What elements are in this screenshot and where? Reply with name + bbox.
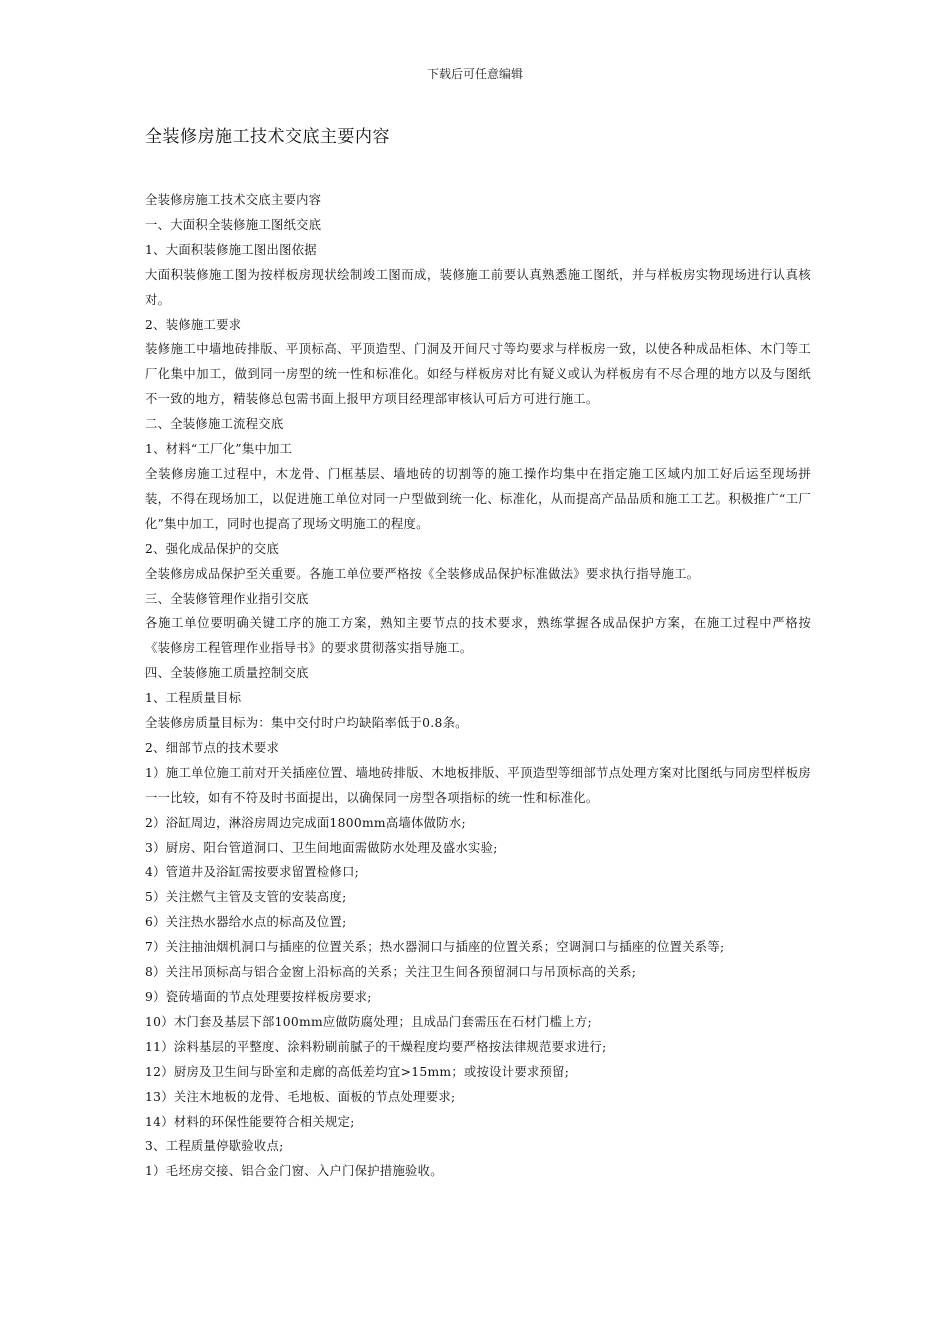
section-heading: 三、全装修管理作业指引交底 — [145, 591, 309, 606]
paragraph: 大面积装修施工图为按样板房现状绘制竣工图而成，装修施工前要认真熟悉施工图纸，并与样板房实物现场进行认真核对。 — [145, 267, 811, 307]
subsection-heading: 1、大面积装修施工图出图依据 — [145, 242, 317, 257]
list-item: 10）木门套及基层下部100mm应做防腐处理；且成品门套需压在石材门槛上方; — [145, 1014, 592, 1029]
subsection-heading: 1、材料“工厂化”集中加工 — [145, 442, 293, 457]
list-item: 9）瓷砖墙面的节点处理要按样板房要求; — [145, 990, 372, 1004]
paragraph: 全装修房施工技术交底主要内容 — [145, 193, 322, 207]
list-item: 8）关注吊顶标高与铝合金窗上沿标高的关系；关注卫生间各预留洞口与吊顶标高的关系; — [145, 965, 637, 980]
list-item: 11）涂料基层的平整度、涂料粉刷前腻子的干燥程度均要严格按法律规范要求进行; — [145, 1039, 607, 1054]
subsection-heading: 2、装修施工要求 — [145, 317, 242, 332]
list-item: 14）材料的环保性能要符合相关规定; — [145, 1114, 355, 1129]
list-item: 1）毛坯房交接、铝合金门窗、入户门保护措施验收。 — [145, 1164, 443, 1179]
list-item: 7）关注抽油烟机洞口与插座的位置关系；热水器洞口与插座的位置关系；空调洞口与插座的位置关系等; — [145, 940, 725, 955]
subsection-heading: 3、工程质量停歇验收点; — [145, 1139, 284, 1154]
document-title: 全装修房施工技术交底主要内容 — [145, 127, 390, 147]
subsection-heading: 2、细部节点的技术要求 — [145, 740, 280, 755]
list-item: 6）关注热水器给水点的标高及位置; — [145, 915, 347, 930]
subsection-heading: 2、强化成品保护的交底 — [145, 541, 280, 556]
paragraph: 全装修房施工过程中，木龙骨、门框基层、墙地砖的切割等的施工操作均集中在指定施工区域内加工好后运至现场拼装，不得在现场加工，以促进施工单位对同一户型做到统一化、标准化，从而提高产品品质和施工工艺。积极推广“工厂化”集中加工，同时也提高了现场文明施工的程度。 — [145, 466, 811, 531]
section-heading: 一、大面积全装修施工图纸交底 — [145, 217, 322, 232]
list-item: 12）厨房及卫生间与卧室和走廊的高低差均宜>15mm；或按设计要求预留; — [145, 1064, 570, 1079]
list-item: 5）关注燃气主管及支管的安装高度; — [145, 890, 347, 905]
list-item: 4）管道井及浴缸需按要求留置检修口; — [145, 865, 360, 880]
section-heading: 四、全装修施工质量控制交底 — [145, 666, 309, 681]
header-note: 下载后可任意编辑 — [426, 67, 523, 81]
section-heading: 二、全装修施工流程交底 — [145, 417, 284, 432]
list-item: 1）施工单位施工前对开关插座位置、墙地砖排版、木地板排版、平顶造型等细部节点处理方案对比图纸与同房型样板房一一比较，如有不符及时书面提出，以确保同一房型各项指标的统一性和标准化。 — [145, 765, 811, 805]
document-body — [145, 188, 811, 1184]
paragraph: 全装修房质量目标为：集中交付时户均缺陷率低于0.8条。 — [145, 716, 468, 731]
paragraph: 各施工单位要明确关键工序的施工方案，熟知主要节点的技术要求，熟练掌握各成品保护方案，在施工过程中严格按《装修房工程管理作业指导书》的要求贯彻落实指导施工。 — [145, 616, 811, 656]
list-item: 2）浴缸周边，淋浴房周边完成面1800mm高墙体做防水; — [145, 815, 466, 830]
list-item: 3）厨房、阳台管道洞口、卫生间地面需做防水处理及盛水实验; — [145, 840, 498, 855]
list-item: 13）关注木地板的龙骨、毛地板、面板的节点处理要求; — [145, 1089, 456, 1104]
paragraph: 全装修房成品保护至关重要。各施工单位要严格按《全装修成品保护标准做法》要求执行指导施工。 — [145, 566, 700, 581]
paragraph: 装修施工中墙地砖排版、平顶标高、平顶造型、门洞及开间尺寸等均要求与样板房一致，以使各种成品柜体、木门等工厂化集中加工，做到同一房型的统一性和标准化。如经与样板房对比有疑义或认为样板房有不尽合理的地方以及与图纸不一致的地方，精装修总包需书面上报甲方项目经理部审核认可后方可进行施工。 — [145, 342, 811, 407]
subsection-heading: 1、工程质量目标 — [145, 691, 242, 706]
